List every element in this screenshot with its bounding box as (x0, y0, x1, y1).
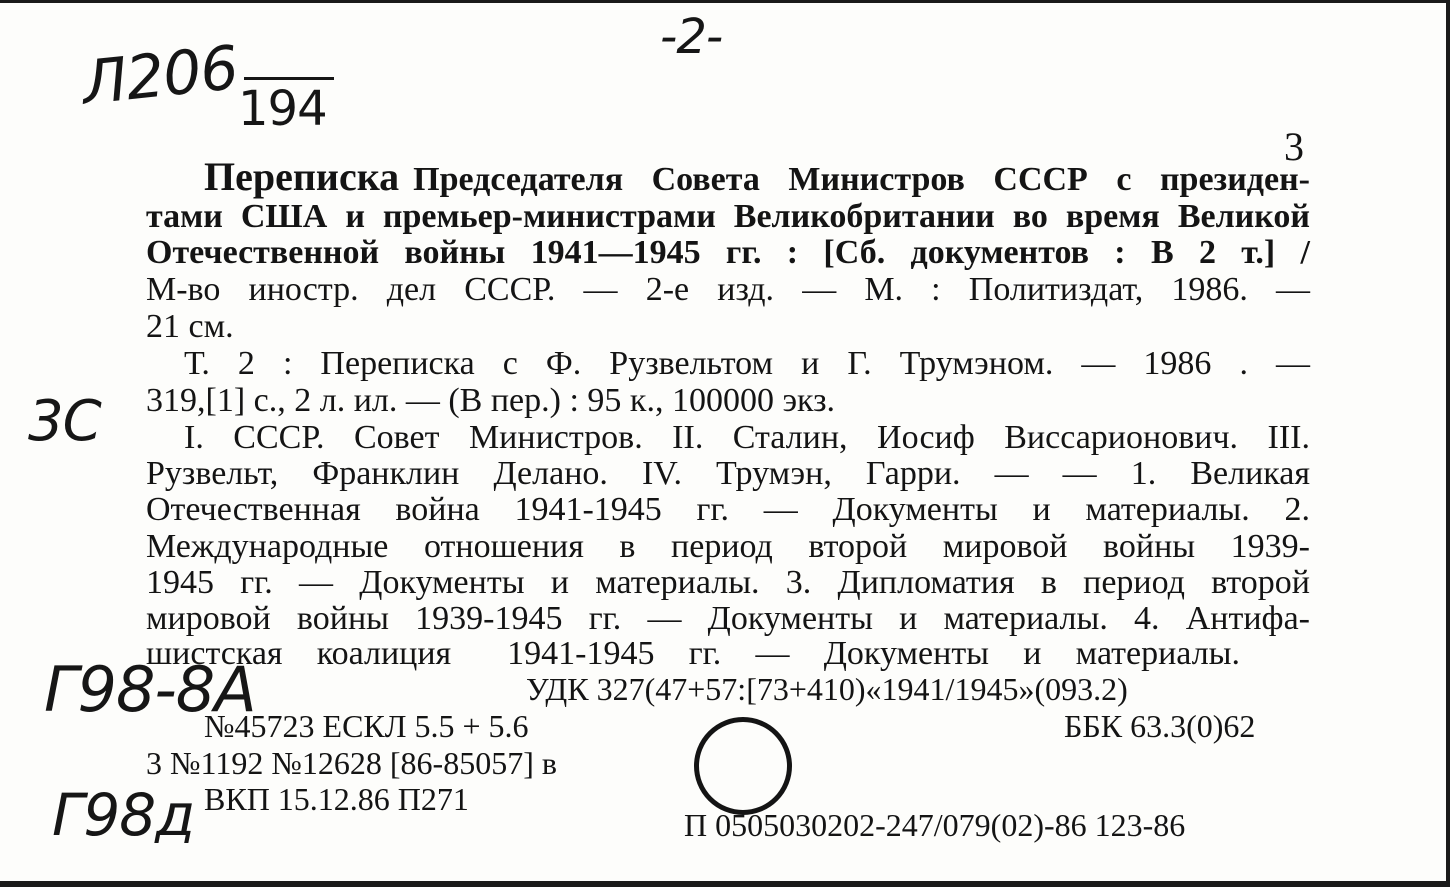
circle-stamp (694, 717, 792, 815)
handwritten-margin-mark: 3С (28, 389, 101, 454)
subject-line: I. СССР. Совет Министров. II. Сталин, Иосиф Виссарионович. III. (184, 419, 1310, 456)
handwritten-shelf-mark-2: Г98д (52, 781, 195, 849)
entry-line (146, 154, 1310, 199)
subject-line: мировой войны 1939-1945 гг. — Документы и материалы. 4. Антифа- (146, 600, 1310, 637)
entry-line: М-во иностр. дел СССР. — 2-е изд. — М. : Политиздат, 1986. — (146, 271, 1310, 308)
volume-line: Т. 2 : Переписка с Ф. Рузвельтом и Г. Трумэном. — 1986 . — (184, 345, 1310, 382)
entry-line: Отечественной войны 1941—1945 гг. : [Сб. документов : В 2 т.] / (146, 234, 1310, 271)
publication-index: П 0505030202-247/079(02)-86 123-86 (684, 807, 1186, 843)
subject-line: Отечественная война 1941-1945 гг. — Документы и материалы. 2. (146, 491, 1310, 528)
udk-code: УДК 327(47+57:[73+410)«1941/1945»(093.2) (526, 671, 1128, 707)
bbk-code: ББК 63.3(0)62 (1064, 708, 1256, 744)
handwritten-page-mark: -2- (660, 9, 723, 65)
vkp-line: ВКП 15.12.86 П271 (204, 781, 469, 817)
entry-line: 21 см. (146, 308, 234, 345)
order-number: №45723 ЕСКЛ 5.5 + 5.6 (204, 708, 529, 744)
handwritten-code: Л206 (78, 33, 241, 119)
subject-line (146, 636, 1240, 672)
handwritten-shelf-mark: Г98-8А (44, 653, 256, 726)
order-number-2: 3 №1192 №12628 [86-85057] в (146, 745, 557, 781)
page-number: 3 (1284, 124, 1304, 169)
subject-line: 1945 гг. — Документы и материалы. 3. Дипломатия в период второй (146, 564, 1310, 601)
volume-line: 319,[1] с., 2 л. ил. — (В пер.) : 95 к., 100000 экз. (146, 382, 836, 419)
entry-title: Председателя Совета Министров СССР с президен- (413, 161, 1310, 198)
subject-line: Международные отношения в период второй мировой войны 1939- (146, 528, 1310, 565)
entry-line: тами США и премьер-министрами Великобритании во время Великой (146, 198, 1310, 235)
subject-fragment: 1941-1945 гг. — Документы и материалы. (507, 635, 1241, 672)
handwritten-number: 194 (238, 81, 327, 137)
entry-heading: Переписка (204, 154, 400, 199)
subject-fragment: шистская коалиция (146, 635, 452, 672)
subject-line: Рузвельт, Франклин Делано. IV. Трумэн, Гарри. — — 1. Великая (146, 455, 1310, 492)
